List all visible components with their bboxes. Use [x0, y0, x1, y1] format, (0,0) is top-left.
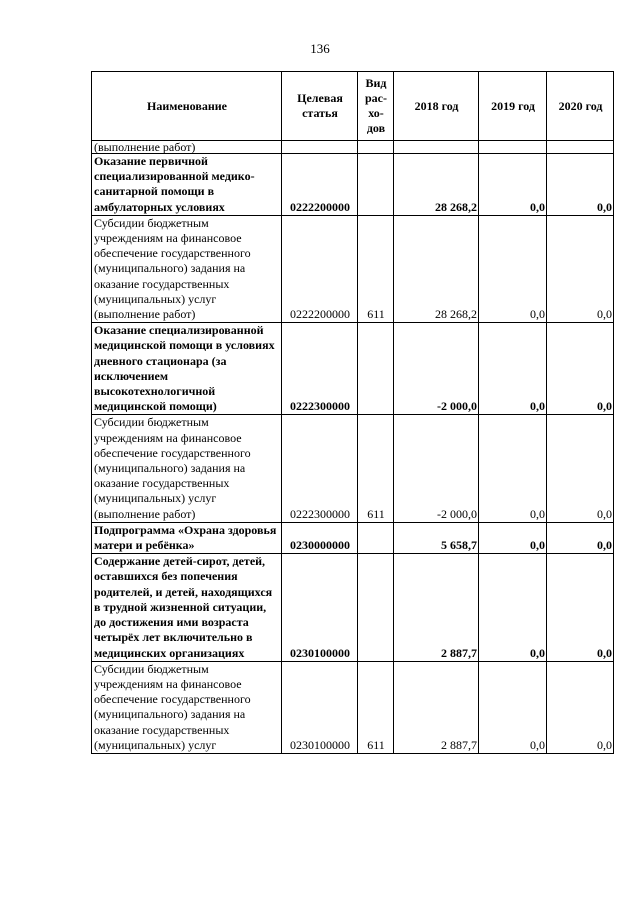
row-vid: 611 [358, 215, 394, 322]
row-name: Оказание первичной специализированной медико-санитарной помощи в амбулаторных условиях [92, 154, 282, 216]
table-row [92, 323, 614, 415]
table-row [92, 215, 614, 322]
row-2019: 0,0 [479, 522, 547, 553]
row-2020: 0,0 [547, 215, 614, 322]
page-number: 136 [310, 41, 330, 56]
row-2019: 0,0 [479, 323, 547, 415]
row-vid [358, 522, 394, 553]
budget-table [91, 71, 614, 754]
row-2018: -2 000,0 [394, 323, 479, 415]
row-name: Содержание детей-сирот, детей, оставшихся без попечения родителей, и детей, находящихся в трудной жизненной ситуации, до достижения ими возраста четырёх лет включительно в медицинских организациях [92, 554, 282, 661]
row-2018: 2 887,7 [394, 661, 479, 753]
header-2019: 2019 год [479, 72, 547, 141]
table-row [92, 415, 614, 522]
row-vid [358, 141, 394, 154]
table-row [92, 554, 614, 661]
row-name: Субсидии бюджетным учреждениям на финансовое обеспечение государственного (муниципального) задания на оказание государственных (муниципальных) услуг (выполнение работ) [92, 215, 282, 322]
header-name: Наименование [92, 72, 282, 141]
row-2020: 0,0 [547, 154, 614, 216]
row-2019: 0,0 [479, 215, 547, 322]
row-name: Оказание специализированной медицинской помощи в условиях дневного стационара (за исключением высокотехнологичной медицинской помощи) [92, 323, 282, 415]
row-2018: 5 658,7 [394, 522, 479, 553]
row-vid [358, 323, 394, 415]
row-2020: 0,0 [547, 415, 614, 522]
header-code: Целевая статья [282, 72, 358, 141]
row-2019: 0,0 [479, 415, 547, 522]
row-code: 0230000000 [282, 522, 358, 553]
row-code: 0222200000 [282, 154, 358, 216]
row-2020: 0,0 [547, 554, 614, 661]
row-vid [358, 154, 394, 216]
row-vid [358, 554, 394, 661]
row-2018: 28 268,2 [394, 215, 479, 322]
table-row [92, 154, 614, 216]
row-code: 0230100000 [282, 661, 358, 753]
row-code: 0222200000 [282, 215, 358, 322]
row-name: Субсидии бюджетным учреждениям на финансовое обеспечение государственного (муниципального) задания на оказание государственных (муниципальных) услуг (выполнение работ) [92, 415, 282, 522]
table-row [92, 661, 614, 753]
row-2019: 0,0 [479, 154, 547, 216]
row-2018: 28 268,2 [394, 154, 479, 216]
header-2020: 2020 год [547, 72, 614, 141]
row-2018: -2 000,0 [394, 415, 479, 522]
header-2018: 2018 год [394, 72, 479, 141]
row-2020: 0,0 [547, 323, 614, 415]
row-code [282, 141, 358, 154]
row-name: Подпрограмма «Охрана здоровья матери и ребёнка» [92, 522, 282, 553]
row-2020: 0,0 [547, 661, 614, 753]
row-vid: 611 [358, 661, 394, 753]
row-2020 [547, 141, 614, 154]
row-name: (выполнение работ) [92, 141, 282, 154]
table-row [92, 522, 614, 553]
table-row [92, 141, 614, 154]
row-2019: 0,0 [479, 661, 547, 753]
row-2020: 0,0 [547, 522, 614, 553]
row-2018: 2 887,7 [394, 554, 479, 661]
row-code: 0222300000 [282, 415, 358, 522]
row-code: 0230100000 [282, 554, 358, 661]
row-2019: 0,0 [479, 554, 547, 661]
header-vid: Вид рас-хо-дов [358, 72, 394, 141]
table-header-row [92, 72, 614, 141]
row-2018 [394, 141, 479, 154]
row-vid: 611 [358, 415, 394, 522]
row-name: Субсидии бюджетным учреждениям на финансовое обеспечение государственного (муниципального) задания на оказание государственных (муниципальных) услуг [92, 661, 282, 753]
row-2019 [479, 141, 547, 154]
row-code: 0222300000 [282, 323, 358, 415]
